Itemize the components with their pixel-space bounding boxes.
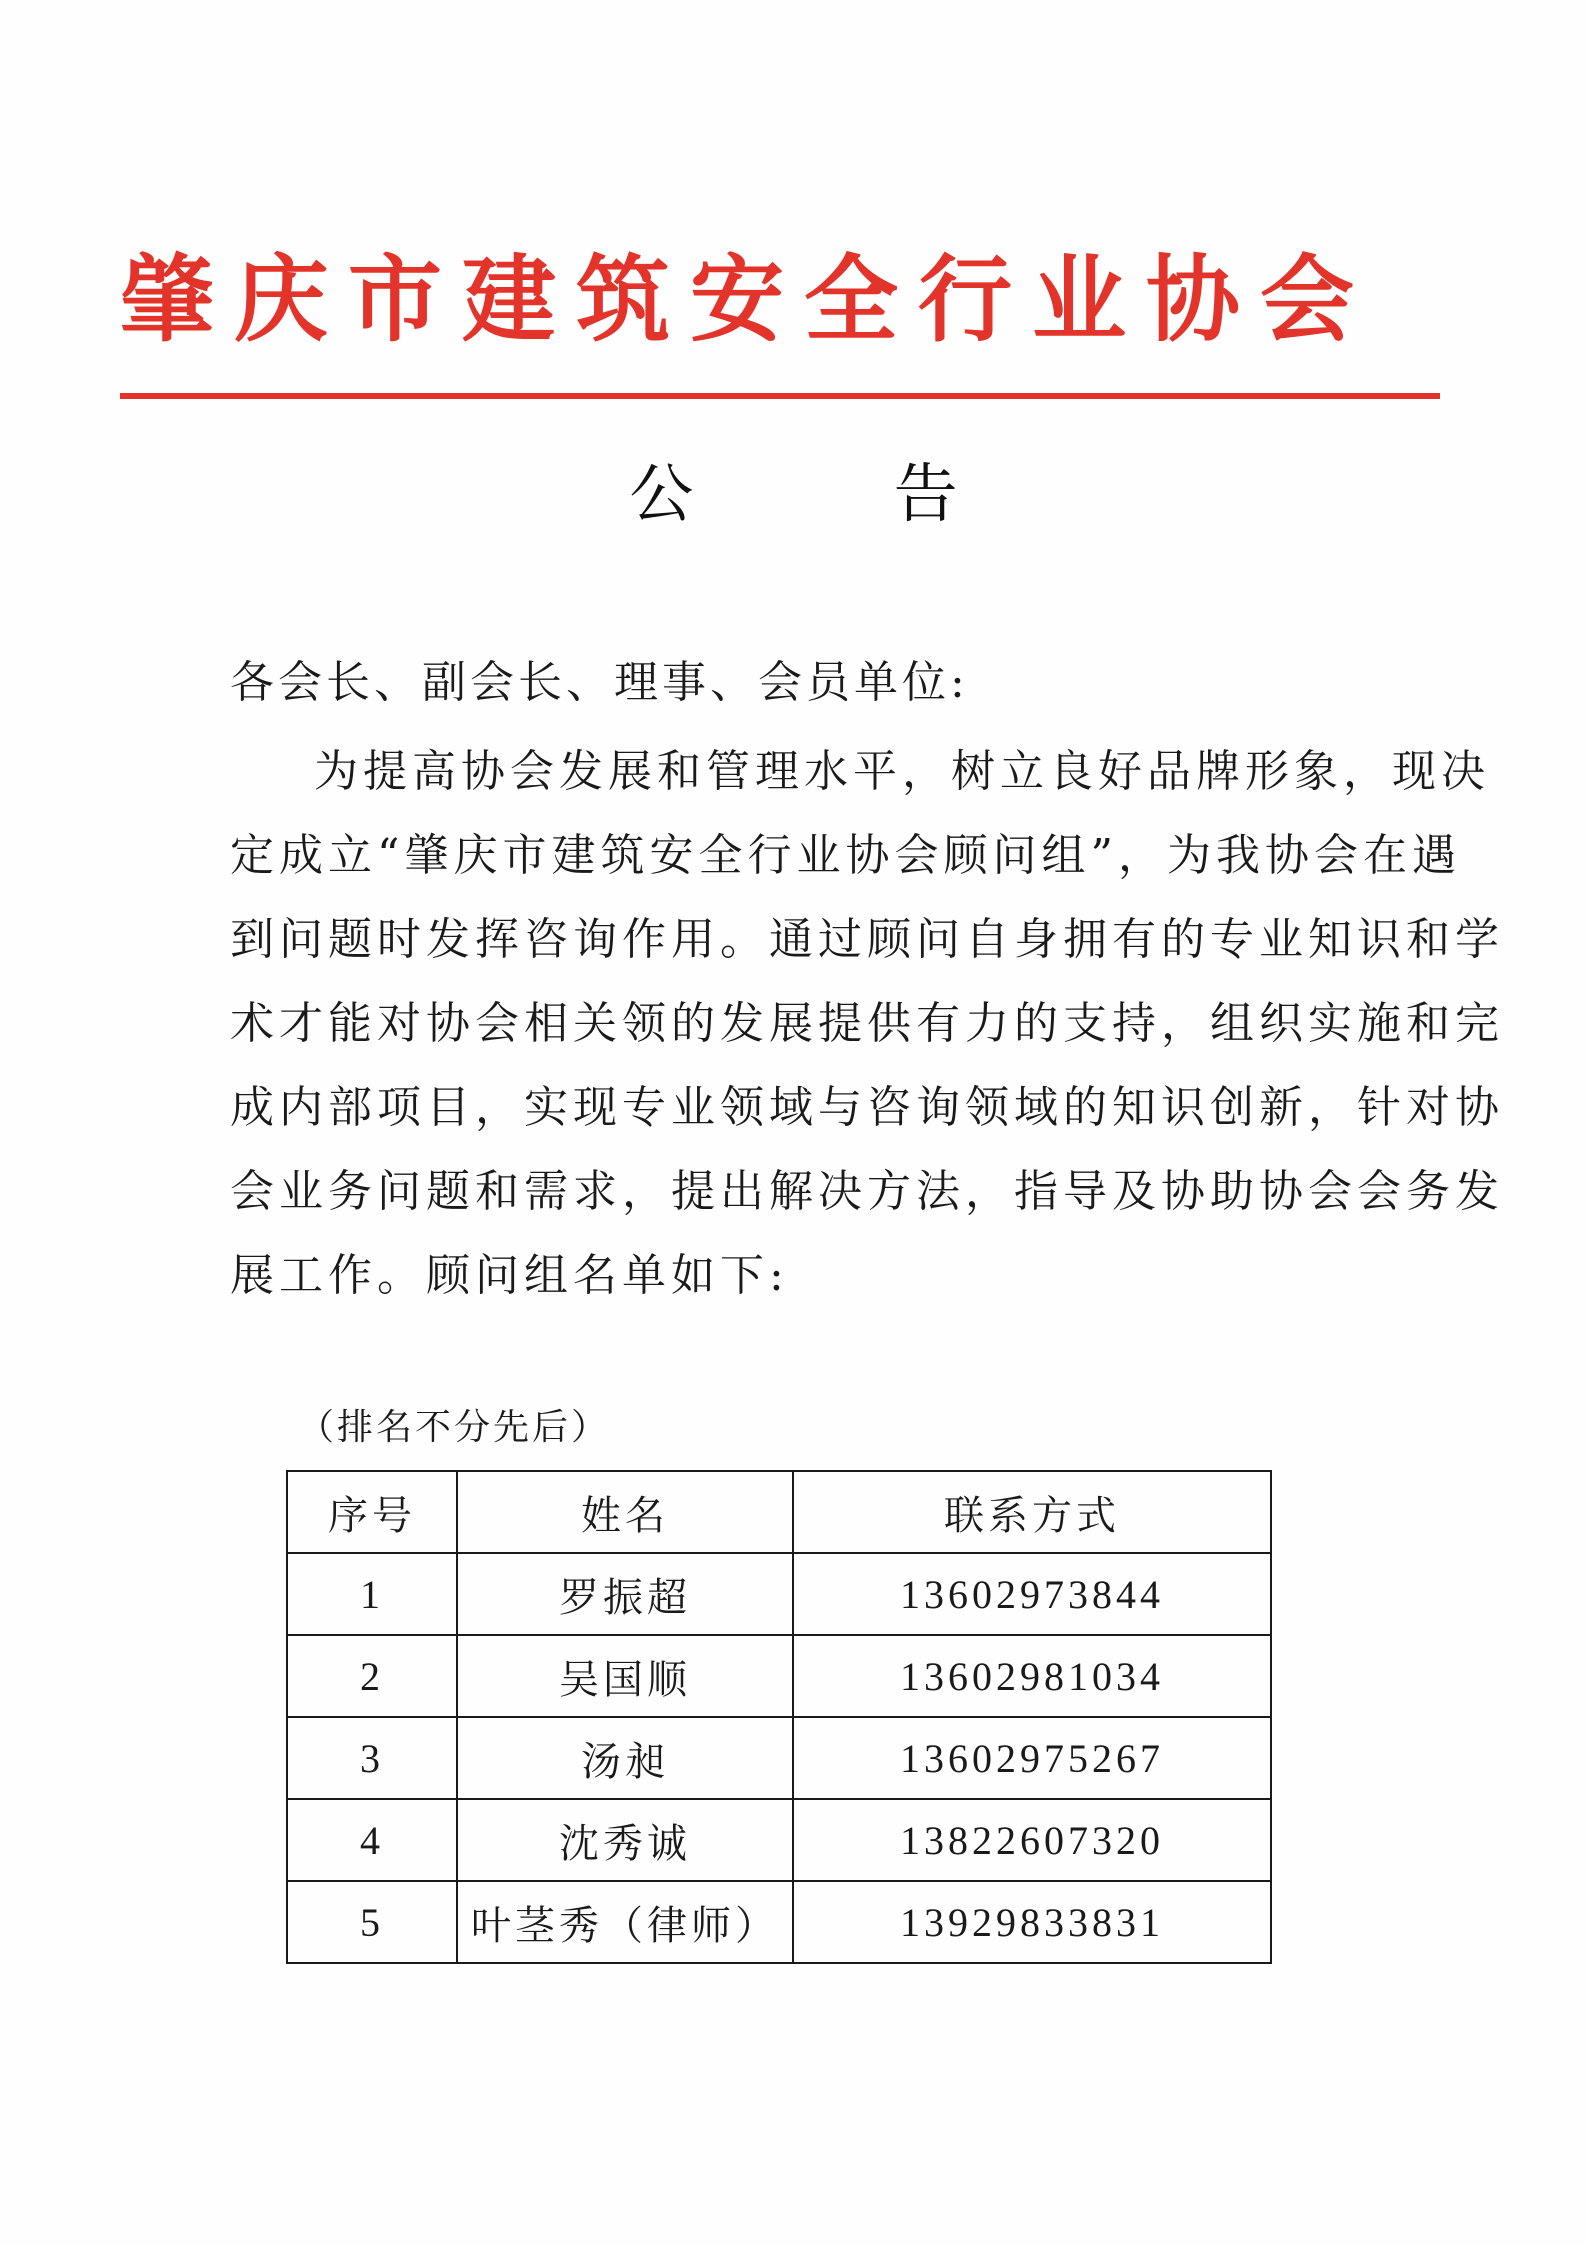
cell-index: 4 bbox=[287, 1799, 457, 1881]
cell-index: 3 bbox=[287, 1717, 457, 1799]
body-line: 成内部项目，实现专业领域与咨询领域的知识创新，针对协 bbox=[230, 1082, 1504, 1133]
body-line: 到问题时发挥咨询作用。通过顾问自身拥有的专业知识和学 bbox=[230, 914, 1504, 965]
cell-phone: 13822607320 bbox=[793, 1799, 1271, 1881]
body-line: 展工作。顾问组名单如下: bbox=[230, 1250, 789, 1301]
cell-phone: 13602975267 bbox=[793, 1717, 1271, 1799]
cell-name: 叶茎秀（律师） bbox=[457, 1881, 793, 1963]
cell-phone: 13602981034 bbox=[793, 1635, 1271, 1717]
cell-index: 1 bbox=[287, 1553, 457, 1635]
body-line: 会业务问题和需求，提出解决方法，指导及协助协会会务发 bbox=[230, 1166, 1504, 1217]
cell-name: 罗振超 bbox=[457, 1553, 793, 1635]
body-line: 为提高协会发展和管理水平，树立良好品牌形象，现决 bbox=[314, 746, 1490, 797]
table-row bbox=[287, 1799, 1271, 1881]
cell-index: 5 bbox=[287, 1881, 457, 1963]
table-row bbox=[287, 1717, 1271, 1799]
table-row bbox=[287, 1881, 1271, 1963]
ranking-note: （排名不分先后） bbox=[298, 1407, 611, 1448]
cell-phone: 13602973844 bbox=[793, 1553, 1271, 1635]
body-line: 定成立“肇庆市建筑安全行业协会顾问组”，为我协会在遇 bbox=[230, 830, 1461, 881]
body-line: 术才能对协会相关领的发展提供有力的支持，组织实施和完 bbox=[230, 998, 1504, 1049]
cell-name: 汤昶 bbox=[457, 1717, 793, 1799]
header-index: 序号 bbox=[287, 1471, 457, 1553]
body-paragraph bbox=[230, 730, 1504, 1318]
document-type-heading: 公 告 bbox=[629, 458, 1048, 532]
salutation: 各会长、副会长、理事、会员单位: bbox=[230, 657, 969, 708]
header-contact: 联系方式 bbox=[793, 1471, 1271, 1553]
header-name: 姓名 bbox=[457, 1471, 793, 1553]
table-row bbox=[287, 1553, 1271, 1635]
organization-letterhead-title: 肇庆市建筑安全行业协会 bbox=[120, 245, 1375, 355]
cell-index: 2 bbox=[287, 1635, 457, 1717]
table-header-row bbox=[287, 1471, 1271, 1553]
cell-phone: 13929833831 bbox=[793, 1881, 1271, 1963]
table-row bbox=[287, 1635, 1271, 1717]
letterhead-red-rule bbox=[120, 393, 1440, 399]
advisors-table bbox=[286, 1470, 1272, 1964]
cell-name: 吴国顺 bbox=[457, 1635, 793, 1717]
cell-name: 沈秀诚 bbox=[457, 1799, 793, 1881]
